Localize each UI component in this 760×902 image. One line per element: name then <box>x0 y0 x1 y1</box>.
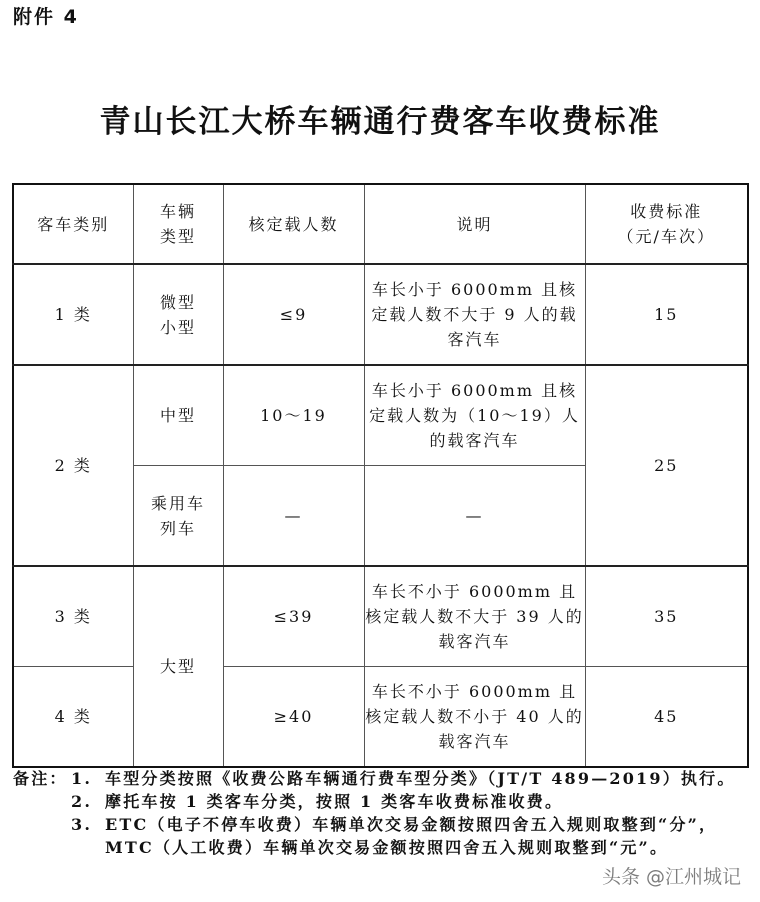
cell-category: 3 类 <box>13 566 133 667</box>
table-header-row <box>13 184 748 264</box>
note-text: 车型分类按照《收费公路车辆通行费车型分类》（JT/T 489—2019）执行。 <box>105 769 736 788</box>
cell-vehicle-type <box>133 466 223 567</box>
vehicle-type-line2: 小型 <box>159 317 196 337</box>
cell-seats: 10～19 <box>223 365 364 466</box>
cell-category: 2 类 <box>13 365 133 566</box>
note-number: 2. <box>71 792 93 811</box>
attachment-label: 附件 4 <box>13 6 79 28</box>
table-row <box>13 365 748 466</box>
vehicle-type-line1: 乘用车 <box>150 493 205 513</box>
cell-description: 车长小于 6000mm 且核定载人数不大于 9 人的载客汽车 <box>364 264 585 365</box>
cell-vehicle-type <box>133 264 223 365</box>
cell-description: — <box>364 466 585 567</box>
header-category: 客车类别 <box>13 184 133 264</box>
cell-fee: 25 <box>585 365 748 566</box>
cell-seats: ≥40 <box>223 667 364 768</box>
cell-vehicle-type: 大型 <box>133 566 223 767</box>
cell-seats: ≤9 <box>223 264 364 365</box>
cell-seats: ≤39 <box>223 566 364 667</box>
notes-section <box>13 767 753 859</box>
note-item <box>13 767 753 790</box>
page-title: 青山长江大桥车辆通行费客车收费标准 <box>99 104 661 140</box>
watermark: 头条 @江州城记 <box>602 866 742 888</box>
header-fee <box>585 184 748 264</box>
notes-label: 备注： <box>13 769 68 788</box>
cell-category: 4 类 <box>13 667 133 768</box>
note-number: 3. <box>71 815 93 834</box>
cell-description: 车长小于 6000mm 且核定载人数为（10～19）人的载客汽车 <box>364 365 585 466</box>
header-fee-line2: （元/车次） <box>617 227 715 246</box>
table-row <box>13 264 748 365</box>
cell-description: 车长不小于 6000mm 且核定载人数不大于 39 人的载客汽车 <box>364 566 585 667</box>
cell-vehicle-type: 中型 <box>133 365 223 466</box>
header-fee-line1: 收费标准 <box>630 202 703 221</box>
cell-fee: 45 <box>585 667 748 768</box>
table-row <box>13 566 748 667</box>
cell-description: 车长不小于 6000mm 且核定载人数不小于 40 人的载客汽车 <box>364 667 585 768</box>
note-item <box>13 790 753 813</box>
header-vehicle-type-line1: 车辆 <box>159 202 196 221</box>
vehicle-type-line2: 列车 <box>159 518 196 538</box>
vehicle-type-line1: 微型 <box>159 292 196 312</box>
header-vehicle-type <box>133 184 223 264</box>
note-item <box>13 813 753 859</box>
note-number: 1. <box>71 769 93 788</box>
cell-seats: — <box>223 466 364 567</box>
fee-table <box>12 183 749 768</box>
cell-fee: 35 <box>585 566 748 667</box>
note-text: 摩托车按 1 类客车分类，按照 1 类客车收费标准收费。 <box>105 792 564 811</box>
header-vehicle-type-line2: 类型 <box>159 227 196 246</box>
note-text: ETC（电子不停车收费）车辆单次交易金额按照四舍五入规则取整到“分”，MTC（人工收费）车辆单次交易金额按照四舍五入规则取整到“元”。 <box>105 815 718 857</box>
cell-fee: 15 <box>585 264 748 365</box>
header-description: 说明 <box>364 184 585 264</box>
header-seats: 核定载人数 <box>223 184 364 264</box>
table-row <box>13 667 748 768</box>
cell-category: 1 类 <box>13 264 133 365</box>
